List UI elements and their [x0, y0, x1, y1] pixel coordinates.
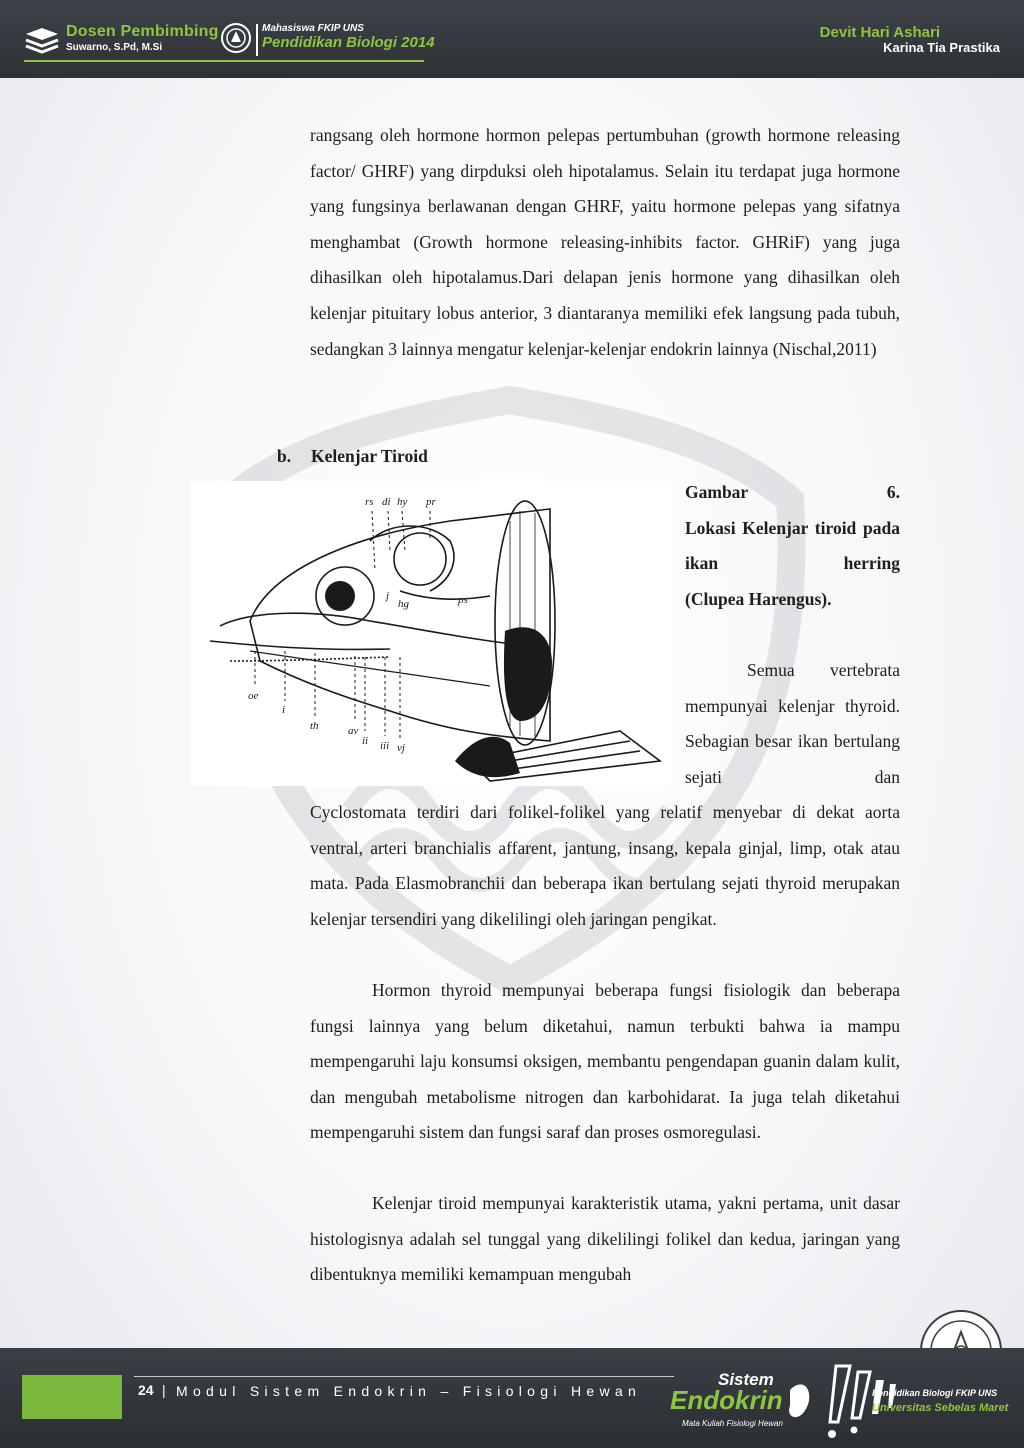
figure-label: oe: [248, 690, 259, 702]
footer-separator: |: [162, 1382, 166, 1398]
footer-program: Pendidikan Biologi FKIP UNS: [872, 1388, 998, 1398]
footer-rule: [134, 1376, 674, 1377]
student-label: Mahasiswa FKIP UNS: [262, 23, 364, 34]
figure-label: pr: [426, 496, 436, 508]
section-title: Kelenjar Tiroid: [311, 446, 428, 466]
caption-text: Lokasi Kelenjar tiroid pada ikan herring: [685, 517, 900, 574]
paragraph-growth-hormone: rangsang oleh hormone hormon pelepas pertumbuhan (growth hormone releasing factor/ GHRF) yang dirpduksi oleh hipotalamus. Selain itu terdapat juga hormone yang fungsinya berlawanan dengan GHRF, yaitu hormone pelepas yang sifatnya menghambat (Growth hormone releasing-inhibits factor. GHRiF) yang juga dihasilkan oleh hipotalamus.Dari delapan jenis hormone yang dihasilkan oleh kelenjar pituitary lobus anterior, 3 diantaranya memiliki efek langsung pada tubuh, sedangkan 3 lainnya mengatur kelenjar-kelenjar endokrin lainnya (Nischal,2011): [310, 125, 900, 359]
logo-sistem-text: Sistem: [718, 1370, 774, 1389]
figure-label: iii: [380, 740, 390, 752]
figure-label: av: [348, 725, 359, 737]
section-heading: [277, 441, 428, 471]
logo-endokrin-text: Endokrin: [670, 1385, 783, 1415]
author-name-2: Karina Tia Prastika: [883, 40, 1000, 55]
caption-number: Gambar 6.: [685, 482, 900, 502]
page-footer: [0, 1348, 1024, 1448]
figure-label: rs: [365, 496, 374, 508]
logo-course-text: Mata Kuliah Fisiologi Hewan: [682, 1419, 783, 1428]
footer-university: Universitas Sebelas Maret: [872, 1402, 1009, 1414]
figure-herring-thyroid: [190, 481, 672, 786]
figure-label: hg: [398, 598, 409, 610]
figure-label: th: [310, 720, 319, 732]
supervisor-label: Dosen Pembimbing: [66, 23, 219, 40]
figure-label: ii: [362, 735, 369, 747]
figure-label: hy: [397, 496, 408, 508]
author-name-1: Devit Hari Ashari: [819, 24, 940, 41]
figure-label: vj: [397, 742, 405, 754]
caption-species: (Clupea Harengus).: [685, 588, 832, 609]
figure-label: ps: [458, 594, 468, 606]
paragraph-vertebrate-thyroid-cont: Cyclostomata terdiri dari folikel-folikel yang relatif menyebar di dekat aorta ventral, arteri branchialis affarent, jantung, insang, kepala ginjal, limp, otak atau mata. Pada Elasmobranchii dan beberapa ikan bertulang sejati thyroid merupakan kelenjar tersendiri yang dikelilingi oleh jaringan pengikat.: [310, 802, 900, 929]
paragraph-vertebrate-thyroid-start: Semua vertebrata mempunyai kelenjar thyroid. Sebagian besar ikan bertulang sejati dan: [685, 660, 900, 787]
paragraph-thyroid-hormone: Hormon thyroid mempunyai beberapa fungsi fisiologik dan beberapa fungsi lainnya yang belum diketahui, namun terbukti bahwa ia mampu mempengaruhi laju konsumsi oksigen, membantu pengendapan guanin dalam kulit, dan mengubah metabolisme nitrogen dan karbohidarat. Ia juga telah diketahui mempengaruhi sistem dan fungsi saraf dan proses osmoregulasi.: [310, 980, 900, 1143]
program-label: Pendidikan Biologi 2014: [262, 34, 435, 51]
exclamation-marks-icon: [776, 1356, 906, 1442]
figure-label: i: [282, 704, 286, 716]
figure-caption: [685, 475, 900, 617]
herring-head-diagram: [190, 481, 672, 786]
figure-label: di: [382, 496, 391, 508]
supervisor-name: Suwarno, S.Pd, M.Si: [66, 42, 163, 53]
figure-label: j: [386, 590, 390, 602]
page-number: 24: [138, 1382, 154, 1398]
paragraph-thyroid-characteristics: Kelenjar tiroid mempunyai karakteristik utama, yakni pertama, unit dasar histologisnya adalah sel tunggal yang dikelilingi folikel dan kedua, jaringan yang dibentuknya memiliki kemampuan mengubah: [310, 1193, 900, 1285]
footer-accent-block: [22, 1375, 122, 1419]
section-number: b.: [277, 446, 292, 466]
module-title: Modul Sistem Endokrin – Fisiologi Hewan: [176, 1383, 642, 1399]
